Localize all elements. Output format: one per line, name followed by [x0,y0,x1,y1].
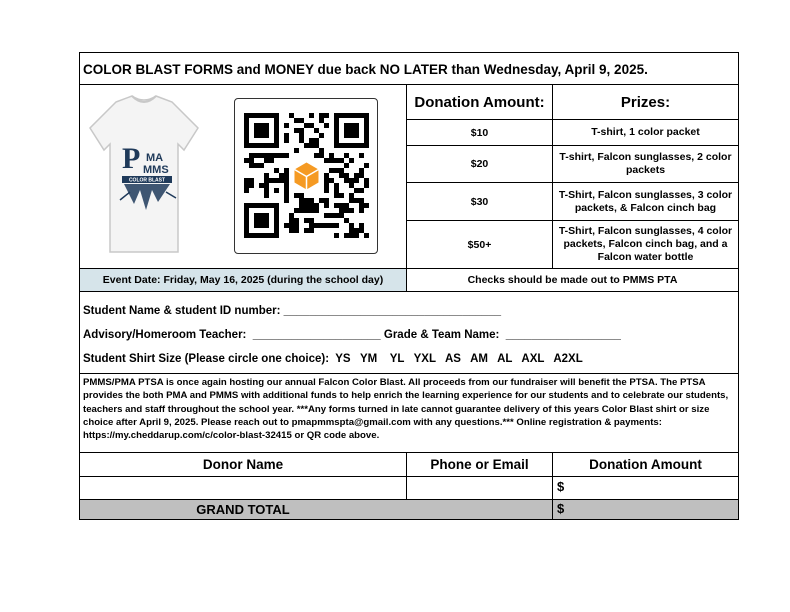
checks-note: Checks should be made out to PMMS PTA [467,274,678,286]
donation-dollar-sign[interactable]: $ [557,479,565,494]
shirt-band-text: COLOR BLAST [128,177,166,184]
student-name-field[interactable]: Student Name & student ID number: __________________________________ [83,305,502,317]
grand-total-label: GRAND TOTAL [196,502,290,517]
divider [79,373,739,374]
donation-amount-col-header: Donation Amount [589,457,702,472]
amount-cell: $30 [470,195,489,208]
info-paragraph: PMMS/PMA PTSA is once again hosting our annual Falcon Color Blast. All proceeds from our fundraiser will benefit the PTSA. The PTSA provides the both PMA and PMMS with additional funds to help enrich the learning experience for our students and to celebrate our students, teachers and staff throughout the school year. ***Any forms turned in late cannot guarantee delivery of this years Color Blast shirt or size choice after April 9, 2025. Please reach out to pmapmmspta@gmail.com with any questions.*** Online registration & payments: https://my.cheddarup.com/c/color-blast-32415 or QR code above. [83,377,729,442]
amount-cell: $50+ [467,238,492,251]
shirt-logo-mms: MMS [143,164,169,176]
due-date-headline: COLOR BLAST FORMS and MONEY due back NO LATER than Wednesday, April 9, 2025. [83,61,648,77]
shirt-logo-p: P [122,142,141,175]
grand-total-dollar[interactable]: $ [557,501,565,516]
amount-cell: $20 [470,158,489,170]
tshirt-image [86,92,202,260]
advisory-grade-field[interactable]: Advisory/Homeroom Teacher: ____________________ Grade & Team Name: __________________ [83,329,621,341]
phone-email-input[interactable] [407,477,552,499]
event-date: Event Date: Friday, May 16, 2025 (during the school day) [80,269,406,291]
shirt-logo-ma: MA [146,152,164,164]
prize-cell: T-shirt, 1 color packet [591,126,700,138]
prizes-header: Prizes: [620,93,671,111]
donor-name-header: Donor Name [202,457,284,472]
qr-code-icon[interactable] [234,98,378,254]
donation-amount-header: Donation Amount: [414,93,545,111]
donor-name-input[interactable] [80,477,406,499]
prize-cell: T-Shirt, Falcon sunglasses, 4 color packets, Falcon cinch bag, and a Falcon water bottle [558,225,733,263]
shirt-size-field[interactable]: Student Shirt Size (Please circle one choice): YS YM YL YXL AS AM AL AXL A2XL [83,353,583,365]
prize-cell: T-shirt, Falcon sunglasses, 2 color packets [559,151,732,176]
amount-cell: $10 [470,126,489,139]
divider [79,291,739,292]
divider [552,499,553,520]
prize-cell: T-Shirt, Falcon sunglasses, 3 color packets, & Falcon cinch bag [558,188,733,214]
phone-email-header: Phone or Email [430,457,529,472]
